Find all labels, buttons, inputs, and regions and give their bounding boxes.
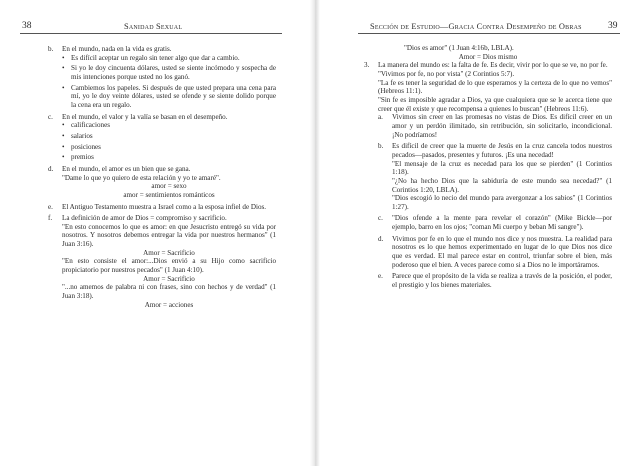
header-rule <box>20 33 282 34</box>
quote: "¿No ha hecho Dios que la sabiduría de este mundo sea necedad?" (1 Corintios 1:20, LBLA). <box>392 176 612 194</box>
bullet-item: • calificaciones <box>62 121 276 130</box>
item-text: El Antiguo Testamento muestra a Israel como a la esposa infiel de Dios. <box>62 202 267 211</box>
list-item <box>48 214 276 309</box>
bullet-item: • premios <box>62 153 276 162</box>
right-column <box>364 44 612 293</box>
bullet-text: calificaciones <box>71 121 110 130</box>
bullet-text: premios <box>71 153 94 162</box>
sub-item <box>378 235 612 270</box>
sub-item <box>378 214 612 231</box>
running-head: Sección de Estudio—Gracia Contra Desempeño de Obras <box>370 22 582 31</box>
left-page <box>0 0 312 466</box>
item-marker: a. <box>378 113 383 122</box>
header-rule <box>358 33 620 34</box>
quote: "Dios es amor" (1 Juan 4:16b, LBLA). <box>404 44 514 52</box>
equation: amor = sexo <box>151 182 187 191</box>
sub-item <box>378 142 612 211</box>
sub-item <box>378 113 612 139</box>
quote: "El mensaje de la cruz es necedad para los que se pierden" (1 Corintios 1:18). <box>392 159 612 177</box>
bullet-item: • Si yo le doy cincuenta dólares, usted se siente incómodo y sospecha de mis intenciones porque usted no los ganó. <box>62 64 276 81</box>
item-marker: b. <box>378 142 384 151</box>
bullet-text: Es difícil aceptar un regalo sin tener algo que dar a cambio. <box>71 53 240 62</box>
list-item <box>48 113 276 162</box>
item-marker: b. <box>48 45 54 53</box>
bullet-item: • Cambiemos los papeles. Si después de que usted prepara una cena para mí, yo le doy veinte dólares, usted se ofende y se siente dolido porque la cena era un regalo. <box>62 83 276 109</box>
running-head: Sanidad Sexual <box>124 22 183 31</box>
item-marker: c. <box>48 112 53 121</box>
bullet-text: Cambiemos los papeles. Si después de que usted prepara una cena para mí, yo le doy veinte dólares, usted se ofende y se siente dolido porque la cena era un regalo. <box>71 83 276 109</box>
list-item <box>364 61 612 289</box>
bullet-item: • posiciones <box>62 143 276 152</box>
equation: amor = sentimientos románticos <box>123 190 215 199</box>
equation: Amor = Sacrificio <box>143 274 195 283</box>
page-number: 39 <box>608 21 618 31</box>
quote: "En esto consiste el amor:...Dios envió a su Hijo como sacrificio propiciatorio por nuestros pecados" (1 Juan 4:10). <box>62 257 276 275</box>
item-text: En el mundo, el valor y la valía se basan en el desempeño. <box>62 112 228 121</box>
item-text: La definición de amor de Dios = compromiso y sacrificio. <box>62 214 227 223</box>
equation: Amor = acciones <box>144 300 194 309</box>
bullet-text: Si yo le doy cincuenta dólares, usted se siente incómodo y sospecha de mis intenciones porque usted no los ganó. <box>71 64 276 81</box>
right-page <box>318 0 638 466</box>
item-marker: c. <box>378 214 383 223</box>
bullet-text: salarios <box>71 131 93 140</box>
quote: "En esto conocemos lo que es amor: en que Jesucristo entregó su vida por nosotros. Y nosotros debemos entregar la vida por nuestros hermanos" (1 Juan 3:16). <box>62 222 276 249</box>
quote: "La fe es tener la seguridad de lo que esperamos y la certeza de lo que no vemos" (Hebreos 11:1). <box>378 78 612 96</box>
quote: "...no amemos de palabra ni con frases, sino con hechos y de verdad" (1 Juan 3:18). <box>62 283 276 301</box>
item-text: Es difícil de creer que la muerte de Jesús en la cruz cancela todos nuestros pecados—pasados, presentes y futuros. ¡Es una necedad! <box>392 142 612 159</box>
item-text: En el mundo, nada en la vida es gratis. <box>62 45 172 53</box>
page-number: 38 <box>22 21 32 31</box>
list-item <box>48 165 276 200</box>
quote: "Sin fe es imposible agradar a Dios, ya que cualquiera que se le acerca tiene que creer que él existe y que recompensa a quienes lo buscan" (Hebreos 11:6). <box>378 95 612 113</box>
item-text: "Dios ofende a la mente para revelar el corazón" (Mike Bickle—por ejemplo, barro en los ojos; "coman Mi cuerpo y beban Mi sangre"). <box>392 214 612 232</box>
left-column <box>48 45 276 312</box>
item-text: La manera del mundo es: la falta de fe. Es decir, vivir por lo que se ve, no por fe. <box>378 61 608 70</box>
item-marker: f. <box>48 214 53 223</box>
item-marker: d. <box>378 234 384 243</box>
item-marker: e. <box>378 272 383 281</box>
bullet-item: • Es difícil aceptar un regalo sin tener algo que dar a cambio. <box>62 54 276 63</box>
sub-item <box>378 272 612 289</box>
item-text: Vivimos sin creer en las promesas no vistas de Dios. Es difícil creer en un amor y un perdón ilimitado, sin retribución, sin solicitarlo, incondicional. ¡No podríamos! <box>392 113 612 139</box>
item-marker: d. <box>48 164 54 173</box>
bullet-item: • salarios <box>62 132 276 141</box>
item-text: En el mundo, el amor es un bien que se gana. <box>62 164 191 173</box>
item-text: Parece que el propósito de la vida se realiza a través de la posición, el poder, el prestigio y los bienes materiales. <box>392 272 612 290</box>
quote: "Dame lo que yo quiero de esta relación y yo te amaré". <box>62 173 221 182</box>
bullet-text: posiciones <box>71 142 101 151</box>
quote: "Vivimos por fe, no por vista" (2 Corintios 5:7). <box>378 69 515 78</box>
equation: Amor = Dios mismo <box>458 52 518 61</box>
item-text: Vivimos por fe en lo que el mundo nos dice y nos muestra. La realidad para nosotros es lo que hemos experimentado en lugar de lo que Dios nos dice que es verdad. El mal parece estar en control, triunfar sobre el bien, más poderoso que el bien. A veces parece como si a Dios no le importáramos. <box>392 234 612 269</box>
list-item <box>48 203 276 212</box>
quote: "Dios escogió lo necio del mundo para avergonzar a los sabios" (1 Corintios 1:27). <box>392 194 612 211</box>
equation: Amor = Sacrificio <box>143 248 195 257</box>
item-marker: e. <box>48 202 53 211</box>
item-marker: 3. <box>364 61 370 70</box>
list-item <box>48 45 276 110</box>
